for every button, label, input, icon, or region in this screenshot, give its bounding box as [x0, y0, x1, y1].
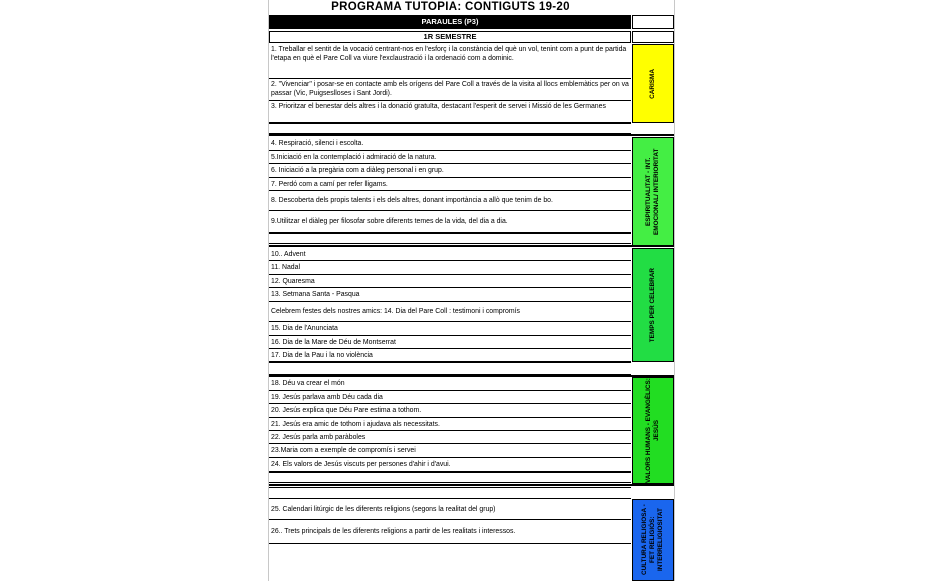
- section-label-temps-per-celebrar: TEMPS PER CELEBRAR: [632, 248, 674, 362]
- content-item: 2. "Vivenciar" i posar-se en contacte amb els orígens del Pare Coll a través de la visita al llocs emblemàtics per on va passar (Vic, Puigseslloses i Sant Jordi).: [269, 79, 631, 101]
- spacer-row: [269, 123, 631, 134]
- content-item: 10.. Advent: [269, 248, 631, 261]
- content-item: 12. Quaresma: [269, 275, 631, 288]
- content-item: Celebrem festes dels nostres amics: 14. Dia del Pare Coll : testimoni i compromís: [269, 302, 631, 322]
- section-label-carisma: CARISMA: [632, 44, 674, 123]
- content-item: 11. Nadal: [269, 261, 631, 275]
- spacer-row: [269, 472, 631, 483]
- spacer-row: [269, 362, 631, 375]
- content-item: 8. Descoberta dels propis talents i els dels altres, donant importància a allò que tenim de bo.: [269, 191, 631, 211]
- content-item: 21. Jesús era amic de tothom i ajudava als necessitats.: [269, 418, 631, 431]
- content-item: 25. Calendari litúrgic de les diferents religions (segons la realitat del grup): [269, 499, 631, 520]
- section-label-valors-humans: VALORS HUMANS - EVANGÈLICS: JESÚS: [632, 377, 674, 484]
- section-label-cultura-religiosa: CULTURA RELIGIOSA - FET RELIGIÓS: INTERRELIGIOSITAT: [632, 499, 674, 581]
- content-item: 24. Els valors de Jesús viscuts per persones d'ahir i d'avui.: [269, 458, 631, 472]
- content-item: 1. Treballar el sentit de la vocació centrant-nos en l'esforç i la constància del què un vol, tenint com a punt de partida l'etapa en què el Pare Coll va viure l'exclaustració i la ordenació com a dominic.: [269, 44, 631, 79]
- content-item: 26.. Trets principals de les diferents religions a partir de les realitats i interessos.: [269, 520, 631, 544]
- content-item: 5.Iniciació en la contemplació i admiració de la natura.: [269, 151, 631, 164]
- spacer-row: [269, 487, 631, 499]
- section-divider: [269, 245, 674, 247]
- level-header-side-cell: [632, 15, 674, 29]
- semester-header-side-cell: [632, 31, 674, 43]
- content-item: 23.Maria com a exemple de compromís i servei: [269, 444, 631, 458]
- grid-line-right: [674, 0, 675, 581]
- section-divider: [269, 134, 674, 136]
- content-item: 18. Déu va crear el món: [269, 377, 631, 391]
- content-item: 4. Respiració, silenci i escolta.: [269, 137, 631, 151]
- content-item: 16. Dia de la Mare de Déu de Montserrat: [269, 336, 631, 349]
- content-item: 9.Utilitzar el diàleg per filosofar sobre diferents temes de la vida, del dia a dia.: [269, 211, 631, 233]
- content-item: 20. Jesús explica que Déu Pare estima a tothom.: [269, 404, 631, 418]
- content-item: 13. Setmana Santa - Pasqua: [269, 288, 631, 302]
- content-item: 7. Perdó com a camí per refer lligams.: [269, 178, 631, 191]
- section-divider: [269, 484, 674, 486]
- content-item: 15. Dia de l'Anunciata: [269, 322, 631, 336]
- level-header: PARAULES (P3): [269, 15, 631, 29]
- content-item: 6. Iniciació a la pregària com a diàleg personal i en grup.: [269, 164, 631, 178]
- section-label-espiritualitat: ESPIRITUALITAT - INT. EMOCIONAL/ INTERIORITAT: [632, 137, 674, 247]
- spacer-row: [269, 233, 631, 244]
- semester-header: 1R SEMESTRE: [269, 31, 631, 43]
- page-title: PROGRAMA TUTOPIA: CONTIGUTS 19-20: [331, 1, 570, 13]
- content-item: 3. Prioritzar el benestar dels altres i la donació gratuïta, destacant l'esperit de servei i Missió de les Germanes: [269, 101, 631, 123]
- content-item: 19. Jesús parlava amb Déu cada dia: [269, 391, 631, 404]
- content-item: 17. Dia de la Pau i la no violència: [269, 349, 631, 362]
- content-item: 22. Jesús parla amb paràboles: [269, 431, 631, 444]
